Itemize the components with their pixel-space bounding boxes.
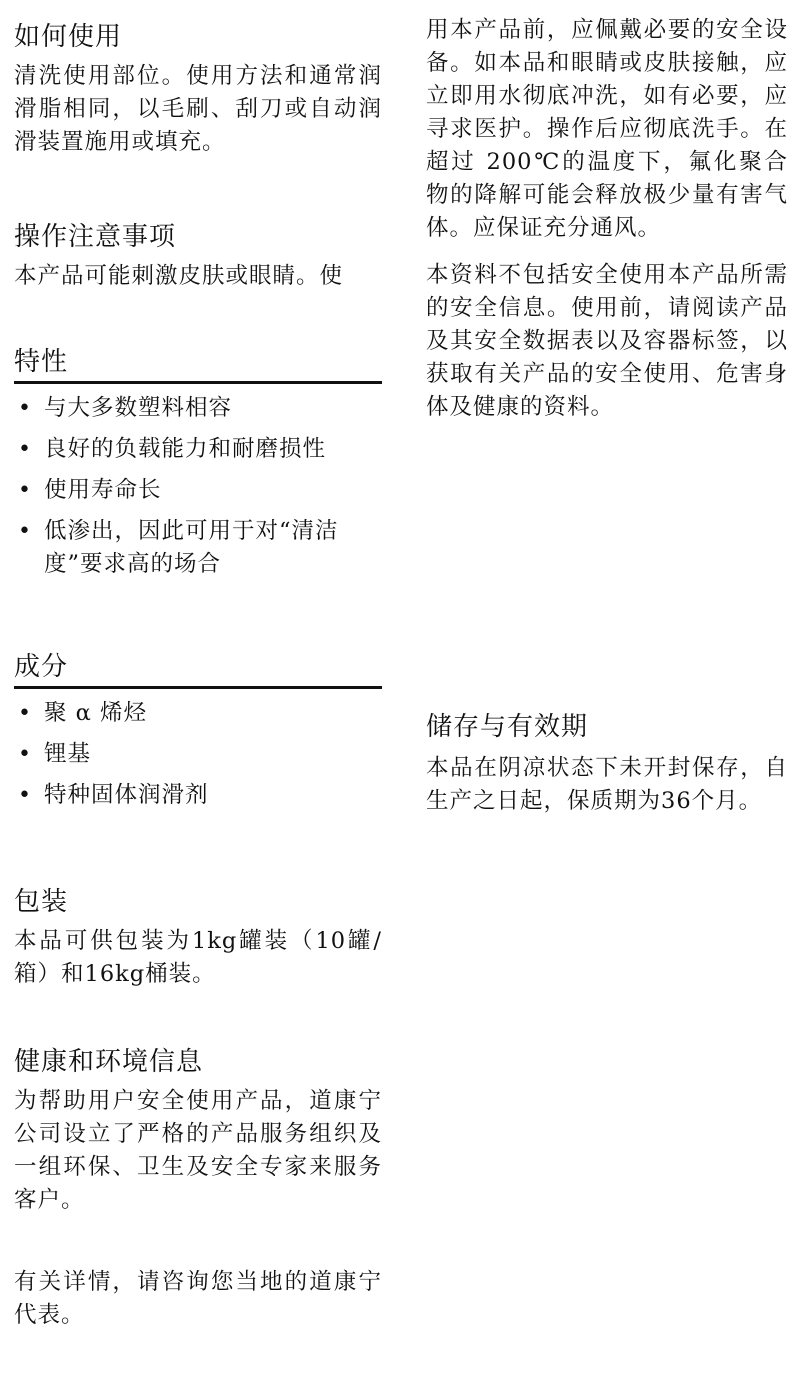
health-section: [14, 1045, 382, 1217]
list-item: • 低渗出，因此可用于对“清洁度”要求高的场合: [14, 515, 382, 581]
composition-list: [14, 697, 382, 812]
packaging-text: 本品可供包装为1kg罐装（10罐/箱）和16kg桶装。: [14, 928, 382, 987]
storage-heading: 储存与有效期: [426, 712, 589, 742]
health-heading: 健康和环境信息: [14, 1047, 204, 1077]
list-item: • 聚 α 烯烃: [14, 697, 382, 730]
packaging-section: [14, 885, 382, 991]
storage-text: 本品在阴凉状态下未开封保存，自生产之日起，保质期为36个月。: [426, 755, 788, 814]
usage-heading: 如何使用: [14, 22, 123, 52]
list-item: • 与大多数塑料相容: [14, 392, 382, 425]
handling-continued: [426, 14, 788, 424]
safety-notice-text: 本资料不包括安全使用本产品所需的安全信息。使用前，请阅读产品及其安全数据表以及容器标签，以获取有关产品的安全使用、危害身体及健康的资料。: [426, 262, 788, 420]
usage-text: 清洗使用部位。使用方法和通常润滑脂相同，以毛刷、刮刀或自动润滑装置施用或填充。: [14, 63, 382, 155]
handling-text-right: 用本产品前，应佩戴必要的安全设备。如本品和眼睛或皮肤接触，应立即用水彻底冲洗，如有必要，应寻求医护。操作后应彻底洗手。在超过 200℃的温度下，氟化聚合物的降解可能会释放极少量有害气体。应保证充分通风。: [426, 17, 788, 241]
list-item: • 良好的负载能力和耐磨损性: [14, 433, 382, 466]
handling-heading: 操作注意事项: [14, 222, 177, 252]
features-list: [14, 392, 382, 581]
usage-section: [14, 20, 382, 159]
handling-text-left: 本产品可能刺激皮肤或眼睛。使: [14, 263, 344, 289]
handling-section: [14, 220, 382, 293]
composition-heading: 成分: [14, 650, 382, 689]
health-text: 为帮助用户安全使用产品，道康宁公司设立了严格的产品服务组织及一组环保、卫生及安全专家来服务客户。: [14, 1088, 382, 1213]
list-item: • 使用寿命长: [14, 474, 382, 507]
packaging-heading: 包装: [14, 887, 69, 917]
list-item: • 锂基: [14, 738, 382, 771]
contact-section: [14, 1266, 382, 1332]
features-section: [14, 345, 382, 589]
list-item: • 特种固体润滑剂: [14, 779, 382, 812]
features-heading: 特性: [14, 345, 382, 384]
storage-section: [426, 710, 788, 818]
composition-section: [14, 650, 382, 820]
health-contact-text: 有关详情，请咨询您当地的道康宁代表。: [14, 1269, 382, 1328]
